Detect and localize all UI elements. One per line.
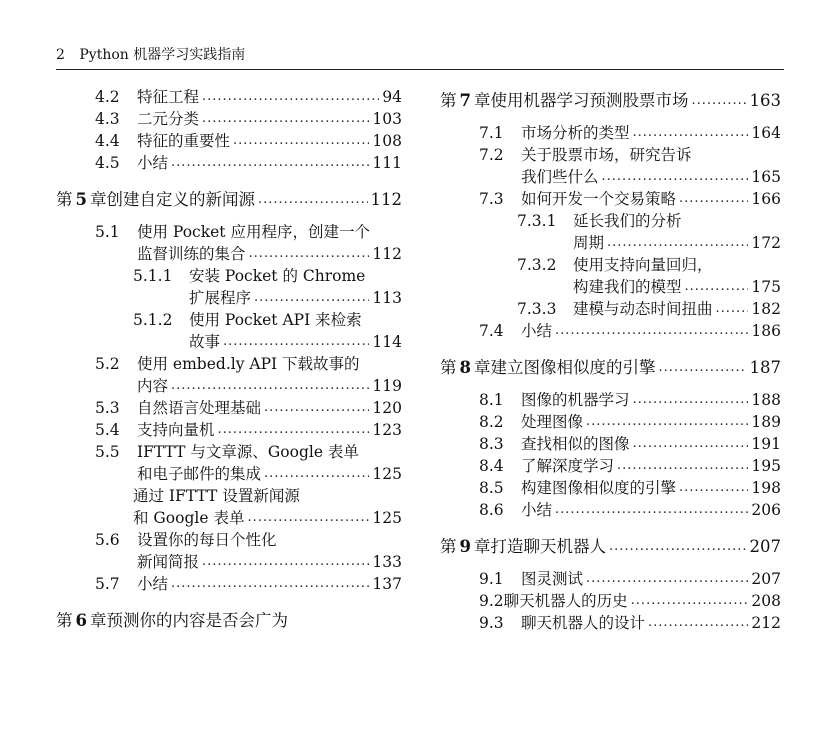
page-ref: 182 [751, 300, 781, 318]
page-ref: 188 [751, 391, 781, 409]
chapter-number: 6 [75, 611, 87, 630]
section-entry[interactable] [56, 419, 402, 441]
section-title: 聊天机器人的历史 [503, 592, 628, 610]
chapter-prefix: 第 [56, 611, 73, 630]
chapter-prefix: 第 [440, 91, 457, 110]
section-number: 9.3 [479, 614, 504, 632]
section-entry-continued[interactable] [56, 243, 402, 265]
leader-dots [171, 152, 369, 174]
page-ref: 103 [372, 110, 402, 128]
section-number: 7.1 [479, 124, 504, 142]
page-ref: 172 [751, 234, 781, 252]
section-title: 市场分析的类型 [521, 124, 630, 142]
toc-right-column [440, 86, 781, 634]
chapter-name: 章打造聊天机器人 [473, 537, 606, 556]
leader-dots [171, 375, 369, 397]
section-number: 4.5 [95, 154, 120, 172]
subsection-title-cont: 扩展程序 [189, 289, 252, 307]
section-entry[interactable] [440, 320, 781, 342]
section-entry-continued[interactable] [56, 463, 402, 485]
section-title: 使用 Pocket 应用程序，创建一个 [137, 223, 370, 241]
page-ref: 206 [751, 501, 781, 519]
chapter-entry[interactable] [56, 606, 402, 636]
leader-dots [631, 590, 749, 612]
section-title: 自然语言处理基础 [137, 399, 262, 417]
leader-dots [247, 507, 369, 529]
section-entry[interactable] [56, 130, 402, 152]
section-title: 特征的重要性 [137, 132, 231, 150]
leader-dots [233, 130, 369, 152]
chapter-name: 章建立图像相似度的引擎 [473, 358, 656, 377]
subsection-entry-continued[interactable] [440, 276, 781, 298]
page-ref: 195 [751, 457, 781, 475]
page-ref: 165 [751, 168, 781, 186]
chapter-number: 9 [459, 537, 471, 556]
chapter-prefix: 第 [440, 537, 457, 556]
section-entry[interactable] [440, 590, 781, 612]
chapter-title [440, 86, 688, 116]
subsection-entry-continued[interactable] [56, 287, 402, 309]
page-ref: 112 [370, 190, 402, 209]
leader-dots [254, 287, 369, 309]
page-ref: 163 [749, 91, 781, 110]
section-number: 5.5 [95, 443, 120, 461]
chapter-number: 8 [459, 358, 471, 377]
section-number: 4.4 [95, 132, 120, 150]
section-entry-continued[interactable] [56, 375, 402, 397]
section-title: IFTTT 与文章源、Google 表单 [137, 443, 359, 461]
section-title-cont: 和电子邮件的集成 [137, 465, 262, 483]
subsection-title-cont: 周期 [573, 234, 605, 252]
section-entry[interactable] [56, 441, 402, 463]
section-number: 8.2 [479, 413, 504, 431]
section-title: 聊天机器人的设计 [521, 614, 646, 632]
section-entry-continued[interactable] [56, 551, 402, 573]
page-ref: 189 [751, 413, 781, 431]
chapter-title [56, 606, 288, 636]
section-entry[interactable] [440, 144, 781, 166]
section-entry[interactable] [56, 573, 402, 595]
page-ref: 207 [749, 537, 781, 556]
leader-dots [171, 573, 369, 595]
page-ref: 207 [751, 570, 781, 588]
subsection-entry[interactable] [440, 210, 781, 232]
page-ref: 125 [372, 465, 402, 483]
subsection-entry[interactable] [440, 254, 781, 276]
section-number: 8.3 [479, 435, 504, 453]
section-number: 8.5 [479, 479, 504, 497]
leader-dots [609, 532, 747, 562]
leader-dots [691, 86, 746, 116]
section-title: 支持向量机 [137, 421, 215, 439]
subsection-number: 5.1.1 [133, 267, 173, 285]
section-entry[interactable] [56, 152, 402, 174]
subsection-entry-continued[interactable] [440, 232, 781, 254]
section-title: 小结 [521, 322, 553, 340]
subsection-title-cont: 构建我们的模型 [573, 278, 682, 296]
section-entry[interactable] [56, 86, 402, 108]
section-title: 查找相似的图像 [521, 435, 630, 453]
section-title: 小结 [137, 154, 169, 172]
section-entry[interactable] [440, 612, 781, 634]
page-ref: 108 [372, 132, 402, 150]
leader-dots [602, 166, 749, 188]
page-ref: 198 [751, 479, 781, 497]
leader-dots [617, 455, 748, 477]
subsection-number: 7.3.2 [517, 256, 557, 274]
section-number: 8.4 [479, 457, 504, 475]
section-entry[interactable] [440, 433, 781, 455]
page-ref: 123 [372, 421, 402, 439]
chapter-entry[interactable] [440, 86, 781, 116]
page-number: 2 [56, 47, 65, 63]
section-title: 小结 [137, 575, 169, 593]
leader-dots [685, 276, 749, 298]
leader-dots [555, 320, 748, 342]
section-title: 使用 embed.ly API 下载故事的 [137, 355, 360, 373]
page-ref: 119 [372, 377, 402, 395]
section-title-cont: 新闻简报 [137, 553, 200, 571]
page-ref: 125 [372, 509, 402, 527]
page-ref: 187 [749, 358, 781, 377]
section-number: 9.1 [479, 570, 504, 588]
subsection-title: 延长我们的分析 [573, 212, 682, 230]
leader-dots [679, 188, 748, 210]
subsection-number: 7.3.1 [517, 212, 557, 230]
leader-dots [202, 551, 369, 573]
chapter-name: 章预测你的内容是否会广为 [89, 611, 288, 630]
section-title: 设置你的每日个性化 [137, 531, 277, 549]
leader-dots [648, 612, 748, 634]
chapter-entry[interactable] [440, 353, 781, 383]
section-number: 7.4 [479, 322, 504, 340]
leader-dots [202, 86, 379, 108]
section-title: 图像的机器学习 [521, 391, 630, 409]
section-number: 7.3 [479, 190, 504, 208]
section-number: 8.6 [479, 501, 504, 519]
page-header [56, 44, 784, 66]
page-ref: 111 [372, 154, 402, 172]
subsection-number: 7.3.3 [517, 300, 557, 318]
section-number: 4.2 [95, 88, 120, 106]
section-entry[interactable] [440, 455, 781, 477]
section-entry[interactable] [440, 499, 781, 521]
page-ref: 212 [751, 614, 781, 632]
section-number: 4.3 [95, 110, 120, 128]
chapter-number: 5 [75, 190, 87, 209]
page-ref: 208 [751, 592, 781, 610]
section-number: 8.1 [479, 391, 504, 409]
section-title: 关于股票市场，研究告诉 [521, 146, 692, 164]
section-entry[interactable] [56, 529, 402, 551]
page-ref: 120 [372, 399, 402, 417]
section-number: 5.4 [95, 421, 120, 439]
leader-dots [555, 499, 748, 521]
page-ref: 164 [751, 124, 781, 142]
leader-dots [218, 419, 370, 441]
page-ref: 113 [372, 289, 402, 307]
section-title: 构建图像相似度的引擎 [521, 479, 677, 497]
toc-left-column [56, 86, 402, 642]
section-title: 特征工程 [137, 88, 200, 106]
subsection-entry-continued[interactable] [56, 331, 402, 353]
leader-dots [202, 108, 369, 130]
chapter-title [440, 532, 606, 562]
leader-dots [633, 433, 749, 455]
chapter-prefix: 第 [440, 358, 457, 377]
page-ref: 137 [372, 575, 402, 593]
subsection-title: 建模与动态时间扭曲 [573, 300, 713, 318]
leader-dots [264, 397, 369, 419]
chapter-title [440, 353, 655, 383]
page-ref: 166 [751, 190, 781, 208]
leader-dots [258, 185, 368, 215]
page-ref: 94 [382, 88, 402, 106]
leader-dots [716, 298, 749, 320]
section-title: 如何开发一个交易策略 [521, 190, 677, 208]
section-entry[interactable] [440, 477, 781, 499]
section-number: 5.1 [95, 223, 120, 241]
section-title: 处理图像 [521, 413, 584, 431]
leader-dots [658, 353, 746, 383]
section-entry[interactable] [440, 568, 781, 590]
leader-dots [223, 331, 369, 353]
section-number: 7.2 [479, 146, 504, 164]
leader-dots [586, 411, 748, 433]
page-ref: 114 [372, 333, 402, 351]
leader-dots [264, 463, 369, 485]
chapter-name: 章使用机器学习预测股票市场 [473, 91, 689, 110]
chapter-entry[interactable] [440, 532, 781, 562]
section-title: 图灵测试 [521, 570, 584, 588]
page-ref: 133 [372, 553, 402, 571]
section-title-cont: 监督训练的集合 [137, 245, 246, 263]
section-number: 5.6 [95, 531, 120, 549]
subsection-entry-continued[interactable] [56, 507, 402, 529]
leader-dots [586, 568, 748, 590]
section-entry[interactable] [440, 122, 781, 144]
subsection-title: 使用支持向量回归， [573, 256, 713, 274]
section-title: 小结 [521, 501, 553, 519]
section-entry[interactable] [56, 397, 402, 419]
subsection-entry[interactable] [56, 309, 402, 331]
section-title-cont: 我们些什么 [521, 168, 599, 186]
leader-dots [249, 243, 370, 265]
subsection-entry[interactable] [56, 265, 402, 287]
section-number: 5.2 [95, 355, 120, 373]
subsection-title: 使用 Pocket API 来检索 [189, 311, 362, 329]
section-entry[interactable] [440, 411, 781, 433]
section-entry[interactable] [56, 221, 402, 243]
header-rule [56, 69, 784, 70]
chapter-title [56, 185, 255, 215]
subsection-entry[interactable] [440, 298, 781, 320]
section-entry-continued[interactable] [440, 166, 781, 188]
subsection-title: 通过 IFTTT 设置新闻源 [133, 487, 300, 505]
section-title: 二元分类 [137, 110, 200, 128]
chapter-name: 章创建自定义的新闻源 [89, 190, 255, 209]
section-entry[interactable] [56, 353, 402, 375]
section-entry[interactable] [56, 108, 402, 130]
section-entry[interactable] [440, 389, 781, 411]
section-entry[interactable] [440, 188, 781, 210]
section-title-cont: 内容 [137, 377, 169, 395]
subsection-number: 5.1.2 [133, 311, 173, 329]
page-ref: 186 [751, 322, 781, 340]
book-title: Python 机器学习实践指南 [79, 47, 246, 63]
section-number: 9.2 [479, 592, 504, 610]
page-ref: 175 [751, 278, 781, 296]
subsection-title-cont: 和 Google 表单 [133, 509, 245, 527]
page-ref: 112 [372, 245, 402, 263]
chapter-prefix: 第 [56, 190, 73, 209]
section-number: 5.3 [95, 399, 120, 417]
subsection-title: 安装 Pocket 的 Chrome [189, 267, 366, 285]
leader-dots [633, 389, 749, 411]
chapter-number: 7 [459, 91, 471, 110]
leader-dots [679, 477, 748, 499]
subsection-title-cont: 故事 [189, 333, 221, 351]
section-number: 5.7 [95, 575, 120, 593]
page-ref: 191 [751, 435, 781, 453]
section-title: 了解深度学习 [521, 457, 615, 475]
chapter-entry[interactable] [56, 185, 402, 215]
leader-dots [633, 122, 749, 144]
subsection-entry[interactable] [56, 485, 402, 507]
leader-dots [607, 232, 748, 254]
